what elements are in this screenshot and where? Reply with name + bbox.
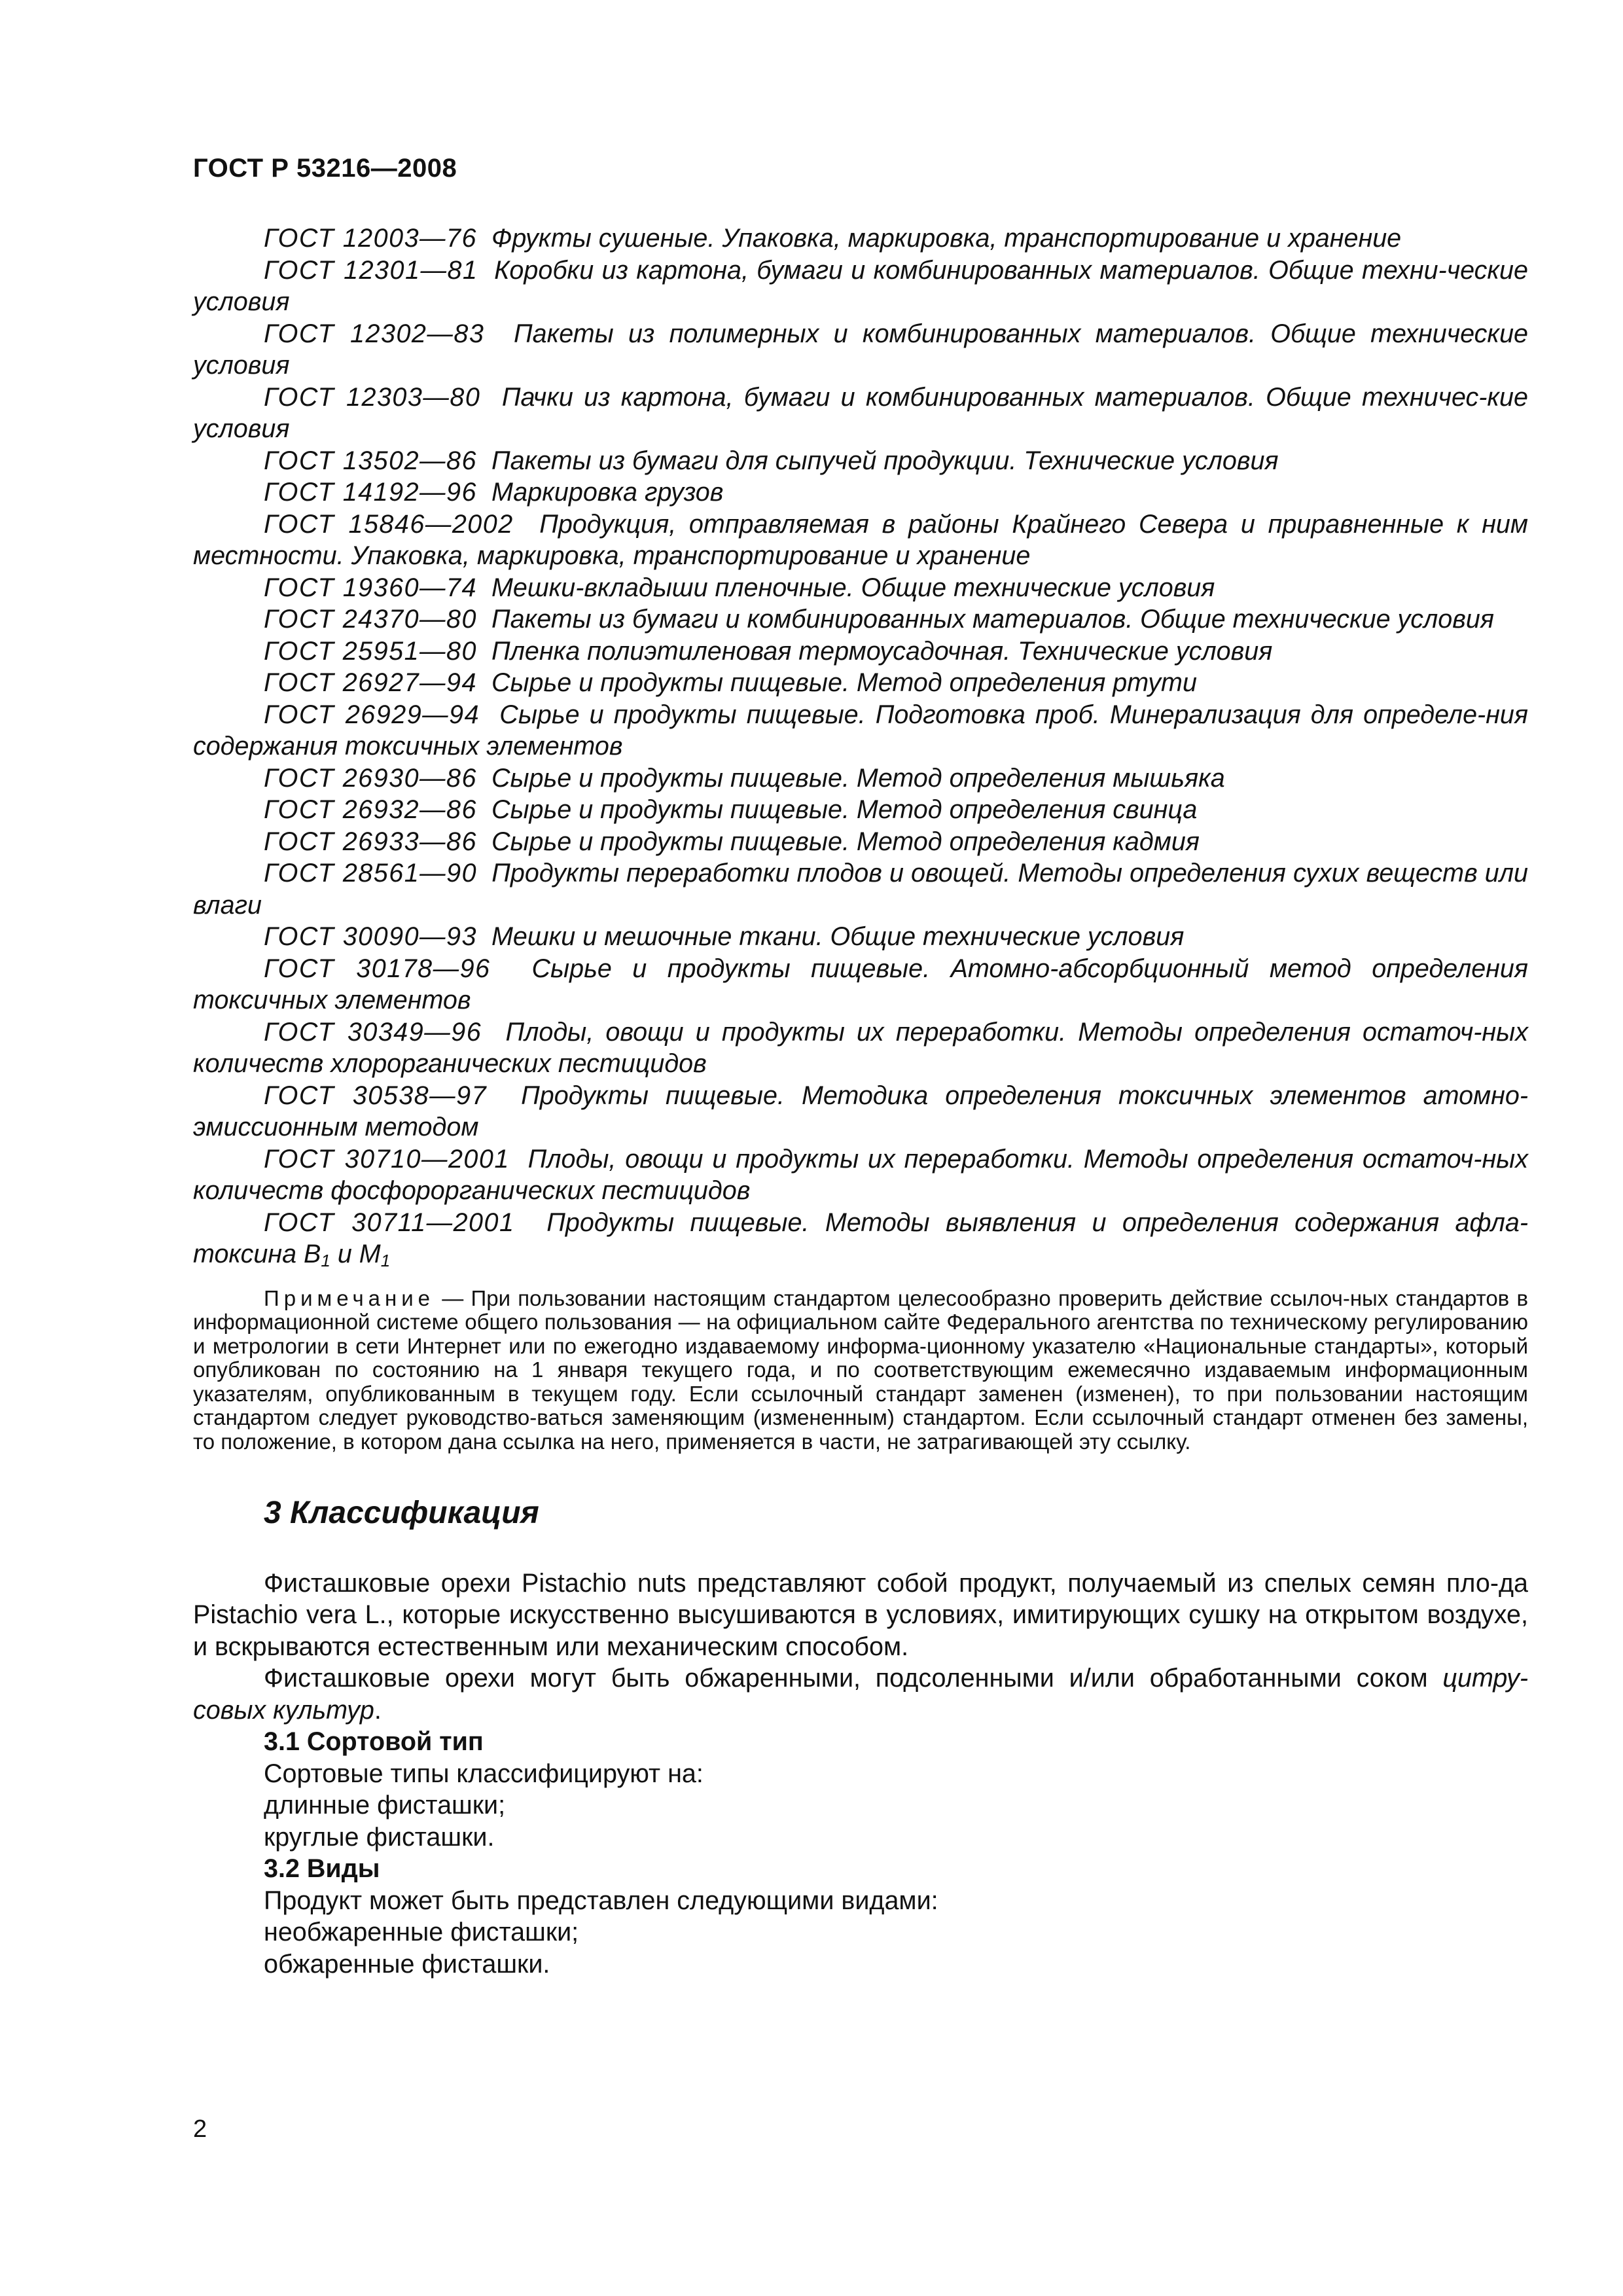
reference-title: Мешки и мешочные ткани. Общие технические условия: [491, 922, 1185, 951]
reference-title: Сырье и продукты пищевые. Метод определения ртути: [491, 668, 1197, 697]
reference-code: ГОСТ 26930—86: [264, 763, 477, 793]
reference-title: Маркировка грузов: [491, 478, 724, 507]
section-body: [193, 1568, 1528, 1981]
reference-item: [193, 826, 1528, 858]
reference-item: [193, 255, 1528, 318]
document-header: ГОСТ Р 53216—2008: [193, 154, 457, 183]
reference-code: ГОСТ 13502—86: [264, 446, 477, 475]
reference-code: ГОСТ 26929—94: [264, 700, 480, 729]
reference-item: [193, 762, 1528, 795]
list-item: круглые фисташки.: [264, 1822, 495, 1852]
reference-code: ГОСТ 30711—2001: [264, 1208, 515, 1237]
reference-item: [193, 603, 1528, 636]
reference-title-cont: и М: [330, 1240, 381, 1268]
document-page: [193, 154, 1528, 1980]
reference-code: ГОСТ 26933—86: [264, 827, 477, 856]
reference-item: [193, 857, 1528, 921]
text-line: Сортовые типы классифицируют на:: [264, 1759, 704, 1788]
normative-references-list: [193, 223, 1528, 1270]
reference-item: [193, 223, 1528, 255]
reference-title: Сырье и продукты пищевые. Атомно-абсорбционный метод определения токсичных элементов: [193, 954, 1528, 1014]
reference-title: Продукция, отправляемая в районы Крайнего Севера и приравненные к ним местности. Упаковка, маркировка, транспортирование и хранение: [193, 509, 1528, 570]
reference-code: ГОСТ 19360—74: [264, 573, 477, 602]
list-item: обжаренные фисташки.: [264, 1949, 550, 1979]
reference-item: [193, 318, 1528, 382]
reference-code: ГОСТ 12302—83: [264, 319, 485, 348]
reference-code: ГОСТ 30090—93: [264, 922, 477, 951]
reference-code: ГОСТ 26927—94: [264, 668, 477, 697]
reference-item: [193, 445, 1528, 477]
reference-item: [193, 699, 1528, 762]
paragraph-end: .: [374, 1695, 382, 1725]
reference-title: Пакеты из бумаги и комбинированных материалов. Общие технические условия: [491, 605, 1494, 634]
reference-item: [193, 1016, 1528, 1080]
reference-title: Продукты пищевые. Методика определения токсичных элементов атомно-эмиссионным методом: [193, 1081, 1529, 1141]
reference-title: Коробки из картона, бумаги и комбинированных материалов. Общие техни-ческие условия: [193, 255, 1528, 316]
reference-code: ГОСТ 12303—80: [264, 382, 481, 412]
subsection-heading: 3.1 Сортовой тип: [264, 1727, 484, 1757]
reference-item: [193, 572, 1528, 604]
reference-item: [193, 1207, 1528, 1270]
paragraph: Фисташковые орехи Pistachio nuts представляют собой продукт, получаемый из спелых семян пло-да Pistachio vera L., которые искусственно высушиваются в условиях, имитирующих сушку на открытом воздухе, и вскрываются естественным или механическим способом.: [193, 1568, 1528, 1661]
reference-code: ГОСТ 30349—96: [264, 1017, 482, 1047]
reference-item: [193, 509, 1528, 572]
reference-item: [193, 794, 1528, 826]
reference-code: ГОСТ 28561—90: [264, 859, 478, 888]
reference-title: Пленка полиэтиленовая термоусадочная. Технические условия: [491, 636, 1273, 666]
list-item: длинные фисташки;: [264, 1791, 506, 1820]
reference-title: Пачки из картона, бумаги и комбинированных материалов. Общие техничес-кие условия: [193, 382, 1528, 443]
reference-code: ГОСТ 30710—2001: [264, 1144, 510, 1174]
reference-title: Продукты переработки плодов и овощей. Методы определения сухих веществ или влаги: [193, 859, 1529, 920]
page-number: 2: [193, 2115, 207, 2143]
subsection-heading: 3.2 Виды: [264, 1854, 380, 1884]
reference-code: ГОСТ 12301—81: [264, 255, 478, 285]
reference-code: ГОСТ 24370—80: [264, 605, 477, 634]
paragraph-text: Фисташковые орехи могут быть обжаренными, подсоленными и/или обработанными соком: [264, 1664, 1443, 1693]
reference-code: ГОСТ 30538—97: [264, 1081, 488, 1110]
reference-item: [193, 1080, 1528, 1143]
reference-title: Продукты пищевые. Методы выявления и определения содержания афла-токсина В: [193, 1208, 1529, 1268]
reference-code: ГОСТ 12003—76: [264, 224, 477, 253]
note-lead: Примечание: [264, 1285, 435, 1310]
reference-title: Пакеты из полимерных и комбинированных материалов. Общие технические условия: [193, 319, 1528, 380]
references-note: [193, 1287, 1528, 1454]
reference-code: ГОСТ 26932—86: [264, 795, 477, 824]
section-heading: 3 Классификация: [264, 1495, 539, 1530]
reference-title: Сырье и продукты пищевые. Метод определения свинца: [491, 795, 1198, 824]
text-line: Продукт может быть представлен следующими видами:: [264, 1886, 938, 1915]
reference-code: ГОСТ 15846—2002: [264, 509, 514, 539]
reference-code: ГОСТ 25951—80: [264, 636, 477, 666]
reference-title: Мешки-вкладыши пленочные. Общие технические условия: [491, 573, 1215, 602]
reference-item: [193, 476, 1528, 509]
reference-item: [193, 667, 1528, 699]
reference-title: Сырье и продукты пищевые. Метод определения мышьяка: [491, 763, 1225, 793]
reference-title: Сырье и продукты пищевые. Метод определения кадмия: [491, 827, 1200, 856]
note-text: — При пользовании настоящим стандартом целесообразно проверить действие ссылоч-ных стандартов в информационной системе общего пользования — на официальном сайте Федерального агентства по техническому регулированию и метрологии в сети Интернет или по ежегодно издаваемому информа-ционному указателю «Национальные стандарты», который опубликован по состоянию на 1 января текущего года, и по соответствующим ежемесячно издаваемым информационным указателям, опубликованным в текущем году. Если ссылочный стандарт заменен (изменен), то при пользовании настоящим стандартом следует руководство-ваться заменяющим (измененным) стандартом. Если ссылочный стандарт отменен без замены, то положение, в котором дана ссылка на него, применяется в части, не затрагивающей эту ссылку.: [193, 1285, 1528, 1454]
reference-code: ГОСТ 14192—96: [264, 478, 477, 507]
reference-title: Плоды, овощи и продукты их переработки. Методы определения остаточ-ных количеств хлорорганических пестицидов: [193, 1017, 1528, 1078]
reference-code: ГОСТ 30178—96: [264, 954, 491, 983]
list-item: необжаренные фисташки;: [264, 1918, 579, 1947]
reference-item: [193, 382, 1528, 445]
reference-item: [193, 1143, 1528, 1207]
italic-term: цитру-совых культур: [193, 1664, 1528, 1725]
reference-item: [193, 953, 1528, 1016]
reference-title: Плоды, овощи и продукты их переработки. Методы определения остаточ-ных количеств фосфорорганических пестицидов: [193, 1144, 1528, 1205]
paragraph: [193, 1662, 1528, 1726]
reference-title: Фрукты сушеные. Упаковка, маркировка, транспортирование и хранение: [491, 224, 1402, 253]
reference-item: [193, 921, 1528, 953]
reference-item: [193, 636, 1528, 668]
subscript: 1: [321, 1251, 330, 1270]
subscript: 1: [380, 1251, 391, 1270]
reference-title: Пакеты из бумаги для сыпучей продукции. Технические условия: [491, 446, 1279, 475]
reference-title: Сырье и продукты пищевые. Подготовка проб. Минерализация для определе-ния содержания токсичных элементов: [193, 700, 1528, 761]
